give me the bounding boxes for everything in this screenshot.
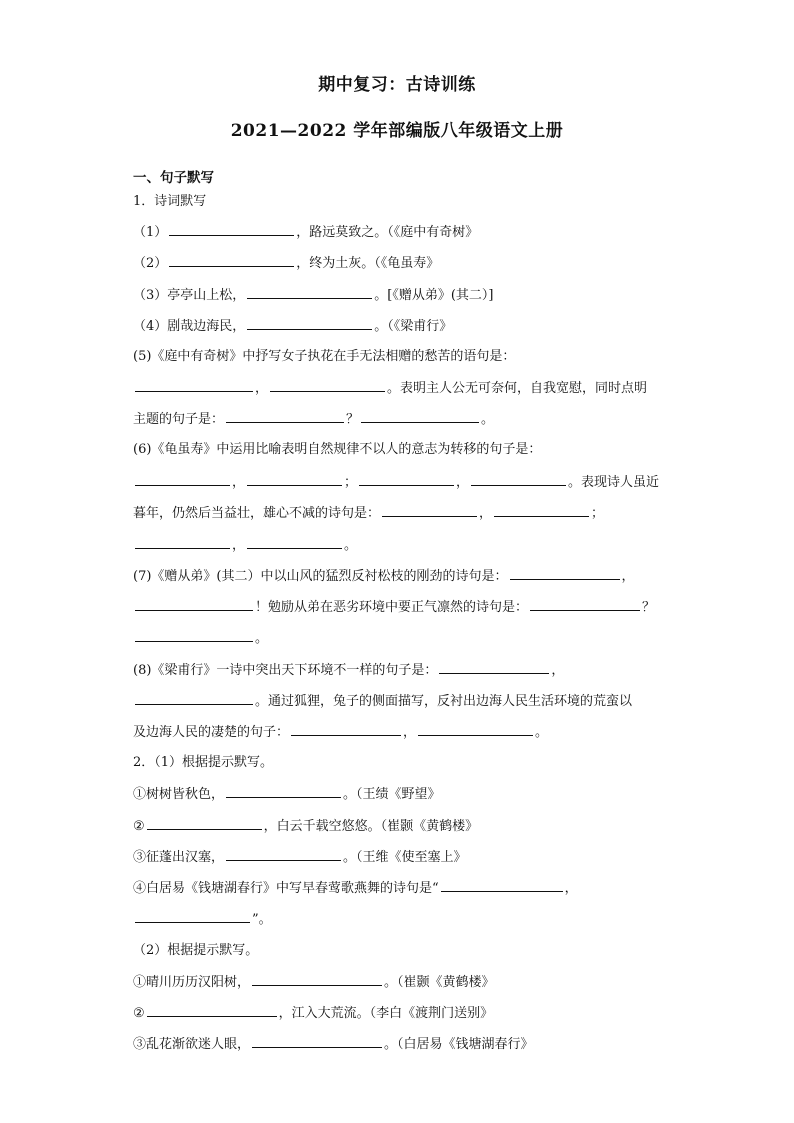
punctuation: ”。 [252, 912, 272, 927]
answer-blank[interactable] [359, 472, 454, 486]
item-text: ④白居易《钱塘湖春行》中写早春莺歌燕舞的诗句是“ [133, 881, 439, 896]
item-text: 。通过狐狸，兔子的侧面描写，反衬出边海人民生活环境的荒蛮以 [255, 694, 633, 709]
item-text: 及边海人民的凄楚的句子： [133, 725, 290, 740]
answer-blank[interactable] [418, 722, 533, 736]
answer-blank[interactable] [147, 816, 262, 830]
answer-blank[interactable] [226, 409, 344, 423]
question-1-label: 1．诗词默写 [133, 194, 207, 209]
punctuation: ？ [642, 600, 656, 615]
answer-blank[interactable] [247, 472, 342, 486]
item-text: (8)《梁甫行》一诗中突出天下环境不一样的句子是： [133, 663, 438, 678]
item-text: 主题的句子是： [133, 412, 225, 427]
q2-part1-a [133, 784, 668, 805]
answer-blank[interactable] [135, 535, 230, 549]
punctuation: ； [344, 475, 358, 490]
q1-item-5-line-2 [133, 378, 668, 399]
answer-blank[interactable] [147, 1003, 277, 1017]
item-text: ①晴川历历汉阳树， [133, 975, 251, 990]
punctuation: ， [456, 475, 470, 490]
q1-item-8-line-2 [133, 691, 668, 712]
item-prefix: （2） [133, 256, 168, 271]
item-prefix: ② [133, 1006, 145, 1021]
punctuation: ； [591, 506, 605, 521]
answer-blank[interactable] [361, 409, 479, 423]
answer-blank[interactable] [135, 628, 253, 642]
document-subtitle: 2021—2022 学年部编版八年级语文上册 [230, 121, 564, 141]
document-title: 期中复习：古诗训练 [318, 75, 476, 95]
punctuation: ， [551, 663, 565, 678]
item-text: ，路远莫致之。（《庭中有奇树》 [296, 225, 479, 240]
question-2-part-2-label: （2）根据提示默写。 [133, 943, 259, 958]
item-text: ，江入大荒流。（李白《渡荆门送别》 [278, 1006, 494, 1021]
q2-part1-c [133, 847, 668, 868]
item-text: ①树树皆秋色， [133, 787, 225, 802]
q1-item-7-line-1 [133, 566, 668, 587]
q1-item-1 [133, 222, 668, 243]
q1-item-7-line-3 [133, 628, 668, 649]
item-text: 。表现诗人虽近 [568, 475, 660, 490]
answer-blank[interactable] [135, 597, 253, 611]
answer-blank[interactable] [439, 660, 549, 674]
punctuation: 。 [481, 412, 495, 427]
answer-blank[interactable] [270, 378, 385, 392]
answer-blank[interactable] [247, 535, 342, 549]
punctuation: ？ [346, 412, 360, 427]
q2-part1-d-line-1 [133, 878, 668, 899]
answer-blank[interactable] [494, 503, 589, 517]
q1-item-2 [133, 253, 668, 274]
punctuation: ， [255, 381, 269, 396]
item-text: 。表明主人公无可奈何，自我宽慰，同时点明 [387, 381, 648, 396]
q2-part1-b [133, 816, 668, 837]
q1-item-8-line-1 [133, 660, 668, 681]
item-text: 。（王维《使至塞上》 [343, 850, 467, 865]
answer-blank[interactable] [135, 909, 250, 923]
item-text: 。（白居易《钱塘湖春行》 [384, 1037, 534, 1052]
answer-blank[interactable] [441, 878, 563, 892]
answer-blank[interactable] [252, 972, 382, 986]
item-text: （3）亭亭山上松， [133, 288, 246, 303]
answer-blank[interactable] [135, 378, 253, 392]
q1-item-8-line-3 [133, 722, 668, 743]
q1-item-6-line-2 [133, 472, 668, 493]
section-heading: 一、句子默写 [133, 170, 214, 186]
q2-part2-c [133, 1034, 668, 1055]
answer-blank[interactable] [530, 597, 640, 611]
punctuation: ， [232, 538, 246, 553]
answer-blank[interactable] [169, 222, 294, 236]
item-prefix: （1） [133, 225, 168, 240]
q2-part1-d-line-2 [133, 909, 668, 930]
q1-item-5-line-1: (5)《庭中有奇树》中抒写女子执花在手无法相赠的愁苦的语句是： [133, 349, 516, 364]
item-text: ，终为土灰。（《龟虽寿》 [296, 256, 440, 271]
answer-blank[interactable] [226, 847, 341, 861]
punctuation: ， [564, 881, 578, 896]
punctuation: ， [621, 569, 635, 584]
punctuation: ， [479, 506, 493, 521]
item-text: ，白云千载空悠悠。（崔颢《黄鹤楼》 [263, 819, 479, 834]
item-text: ③征蓬出汉塞， [133, 850, 225, 865]
q1-item-3 [133, 285, 668, 306]
answer-blank[interactable] [291, 722, 401, 736]
answer-blank[interactable] [471, 472, 566, 486]
q1-item-6-line-4 [133, 535, 668, 556]
answer-blank[interactable] [135, 472, 230, 486]
item-text: 暮年，仍然后当益壮，雄心不减的诗句是： [133, 506, 381, 521]
answer-blank[interactable] [169, 253, 294, 267]
punctuation: 。 [255, 631, 269, 646]
item-text: (7)《赠从弟》(其二）中以山风的猛烈反衬松枝的刚劲的诗句是： [133, 569, 508, 584]
answer-blank[interactable] [382, 503, 477, 517]
q1-item-7-line-2 [133, 597, 668, 618]
answer-blank[interactable] [135, 691, 253, 705]
item-prefix: ② [133, 819, 145, 834]
item-text: ！勉励从弟在恶劣环境中要正气凛然的诗句是： [255, 600, 529, 615]
item-text: （4）剧哉边海民， [133, 319, 246, 334]
answer-blank[interactable] [247, 285, 372, 299]
punctuation: ， [403, 725, 417, 740]
q1-item-6-line-1: (6)《龟虽寿》中运用比喻表明自然规律不以人的意志为转移的句子是： [133, 442, 542, 457]
punctuation: 。 [535, 725, 549, 740]
item-text: 。（王绩《野望》 [343, 787, 441, 802]
item-text: 。（崔颢《黄鹤楼》 [384, 975, 495, 990]
q1-item-5-line-3 [133, 409, 668, 430]
item-text: 。[《赠从弟》(其二）] [374, 288, 494, 303]
punctuation: ， [232, 475, 246, 490]
answer-blank[interactable] [510, 566, 620, 580]
question-2-label: 2．（1）根据提示默写。 [133, 755, 274, 770]
answer-blank[interactable] [247, 316, 372, 330]
answer-blank[interactable] [226, 784, 341, 798]
punctuation: 。 [344, 538, 358, 553]
q2-part2-b [133, 1003, 668, 1024]
item-text: 。（《梁甫行》 [374, 319, 453, 334]
q1-item-6-line-3 [133, 503, 668, 524]
item-text: ③乱花渐欲迷人眼， [133, 1037, 251, 1052]
q2-part2-a [133, 972, 668, 993]
q1-item-4 [133, 316, 668, 337]
answer-blank[interactable] [252, 1034, 382, 1048]
